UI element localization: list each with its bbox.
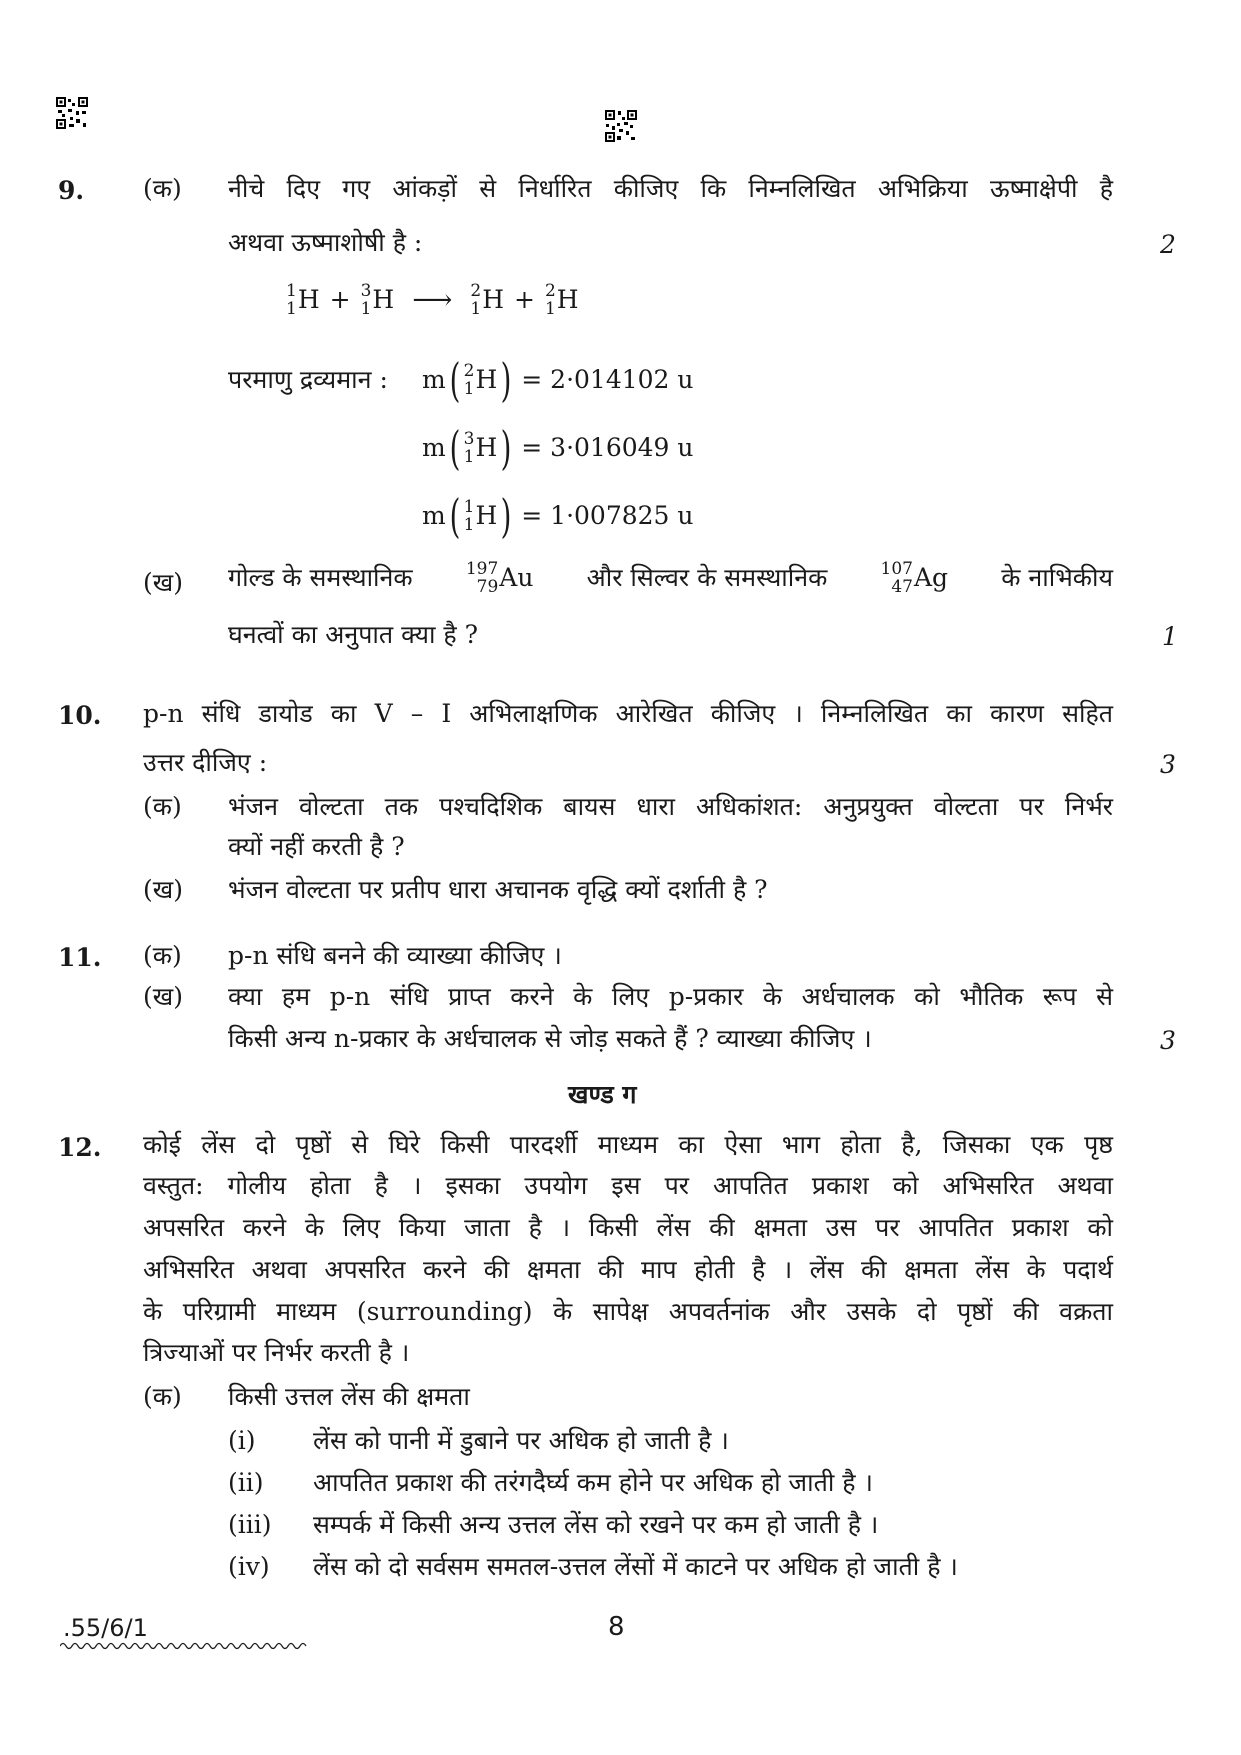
q12-para-line: त्रिज्याओं पर निर्भर करती है । — [143, 1338, 410, 1367]
q12-para-line: अभिसरित अथवा अपसरित करने की क्षमता की माप होती है । लेंस की क्षमता लेंस के पदार्थ — [143, 1255, 1113, 1284]
marks: 3 — [1160, 750, 1176, 779]
isotope-h2b: 2 1 H — [544, 281, 579, 319]
question-number: 10. — [58, 701, 102, 730]
q12-para-line: वस्तुत: गोलीय होता है । इसका उपयोग इस पर आपतित प्रकाश को अभिसरित अथवा — [143, 1171, 1113, 1200]
q11b-line2: किसी अन्य n-प्रकार के अर्धचालक से जोड़ सकते हैं ? व्याख्या कीजिए । — [228, 1024, 872, 1053]
page-number: 8 — [608, 1612, 625, 1642]
question-number: 9. — [58, 176, 85, 205]
option-label: (iii) — [228, 1510, 272, 1539]
isotope-h2a: 2 1 H — [470, 281, 505, 319]
paper-code: .55/6/1 — [63, 1614, 148, 1642]
q12-para-line: के परिग्रामी माध्यम (surrounding) के सापेक्ष अपवर्तनांक और उसके दो पृष्ठों की वक्रता — [143, 1297, 1113, 1326]
q10-line2: उत्तर दीजिए : — [143, 748, 268, 777]
sub-label: (ख) — [143, 982, 183, 1011]
q12-para-line: कोई लेंस दो पृष्ठों से घिरे किसी पारदर्शी माध्यम का ऐसा भाग होता है, जिसका एक पृष्ठ — [143, 1130, 1113, 1159]
question-number: 12. — [58, 1133, 102, 1162]
sub-label: (ख) — [143, 875, 183, 904]
q9b-line1: गोल्ड के समस्थानिक 197 79 Au और सिल्वर के समस्थानिक 107 47 Ag के नाभिकीय — [228, 559, 1113, 597]
q11b-line1: क्या हम p-n संधि प्राप्त करने के लिए p-प्रकार के अर्धचालक को भौतिक रूप से — [228, 982, 1113, 1011]
option-label: (iv) — [228, 1552, 270, 1581]
isotope-ag: 107 47 Ag — [880, 559, 949, 597]
option-text: लेंस को पानी में डुबाने पर अधिक हो जाती है । — [313, 1426, 729, 1455]
mass-row: m ( 3 1 H ) = 3·016049 u — [422, 421, 694, 475]
q10a-line1: भंजन वोल्टता तक पश्चदिशिक बायस धारा अधिकांशत: अनुप्रयुक्त वोल्टता पर निर्भर — [228, 792, 1113, 821]
mass-row: m ( 2 1 H ) = 2·014102 u — [422, 353, 694, 407]
plus-sign: + — [329, 285, 351, 314]
wavy-underline — [60, 1640, 310, 1652]
q9b-line2: घनत्वों का अनुपात क्या है ? — [228, 620, 478, 649]
option-text: आपतित प्रकाश की तरंगदैर्घ्य कम होने पर अधिक हो जाती है । — [313, 1468, 873, 1497]
q9a-line2: अथवा ऊष्माशोषी है : — [228, 228, 423, 257]
nuclear-reaction — [286, 282, 579, 318]
marks: 1 — [1162, 622, 1178, 651]
sub-label: (ख) — [143, 568, 183, 597]
q10b-line1: भंजन वोल्टता पर प्रतीप धारा अचानक वृद्धि क्यों दर्शाती है ? — [228, 875, 768, 904]
q12a-text: किसी उत्तल लेंस की क्षमता — [228, 1382, 470, 1411]
option-text: लेंस को दो सर्वसम समतल-उत्तल लेंसों में काटने पर अधिक हो जाती है । — [313, 1552, 958, 1581]
q12-para-line: अपसरित करने के लिए किया जाता है । किसी लेंस की क्षमता उस पर आपतित प्रकाश को — [143, 1213, 1113, 1242]
mass-row: m ( 1 1 H ) = 1·007825 u — [422, 489, 694, 543]
mass-label: परमाणु द्रव्यमान : — [228, 365, 388, 394]
q10-line1: p-n संधि डायोड का V – I अभिलाक्षणिक आरेखित कीजिए । निम्नलिखित का कारण सहित — [143, 699, 1113, 728]
sub-label: (क) — [143, 1382, 182, 1411]
plus-sign: + — [514, 285, 535, 314]
qr-code-left — [56, 97, 88, 129]
section-heading: खण्ड ग — [568, 1080, 637, 1109]
option-label: (i) — [228, 1426, 256, 1455]
qr-code-center — [605, 110, 637, 142]
q10a-line2: क्यों नहीं करती है ? — [228, 832, 405, 861]
option-text: सम्पर्क में किसी अन्य उत्तल लेंस को रखने पर कम हो जाती है । — [313, 1510, 879, 1539]
isotope-au: 197 79 Au — [465, 559, 534, 597]
marks: 2 — [1160, 230, 1176, 259]
isotope-h3: 3 1 H — [360, 281, 395, 319]
q9a-line1: नीचे दिए गए आंकड़ों से निर्धारित कीजिए कि निम्नलिखित अभिक्रिया ऊष्माक्षेपी है — [228, 174, 1113, 203]
option-label: (ii) — [228, 1468, 264, 1497]
sub-label: (क) — [143, 174, 182, 203]
marks: 3 — [1160, 1026, 1176, 1055]
sub-label: (क) — [143, 941, 182, 970]
q11a-line1: p-n संधि बनने की व्याख्या कीजिए । — [228, 941, 562, 970]
isotope-h1: 1 1 H — [286, 281, 320, 319]
sub-label: (क) — [143, 792, 182, 821]
question-number: 11. — [58, 943, 102, 972]
reaction-arrow: ⟶ — [412, 283, 453, 316]
